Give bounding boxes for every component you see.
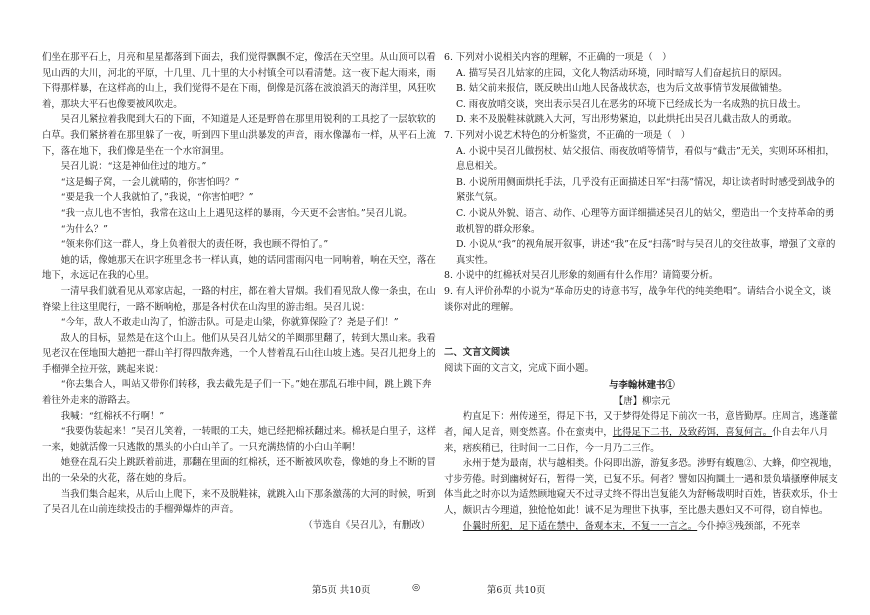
classical-paragraph: [444, 519, 840, 535]
novel-paragraph: “我一点儿也不害怕，我常在这山上上遇见这样的暴雨，今天更不会害怕。”吴召儿说。: [60, 207, 413, 219]
question-6-option: B. 姑父前来报信，既反映出山地人民备战状态，也为后文故事情节发展做铺垫。: [456, 83, 788, 95]
novel-paragraph: 敌人的目标，显然是在这个山上。他们从吴召儿姑父的羊圈那里翻了，转到大黑山来。我看见老汉在侄地围大趟把一群山羊打得四散奔逃，一个人替着乱石山往山坡上逃。吴召儿把身上的手榴弹全拉开弦，跳起来说：: [42, 332, 436, 375]
novel-paragraph: “你去集合人，叫站又带你们转移，我去截先是子们一下。”她在那乱石堆中间，跳上跳下奔着往外走来的游路去。: [42, 379, 432, 407]
underlined-sentence: 比得足下二书，及致药饵，喜复何言。: [612, 427, 773, 439]
question-6-option: D. 来不及脱鞋袜就跳入大河，写出形势紧迫，以此烘托出吴召儿截击敌人的勇敢。: [456, 114, 798, 126]
novel-paragraph: 吴召儿紧拉着我爬到大石的下面，不知道是人还是野兽在那里用锐利的工具挖了一层软软的白草。我们紧挤着在那里躲了一夜，听到四下里山洪暴发的声音，雨水像瀑布一样，从平石上流下，落在地下，我们像是坐在一个水帘洞里。: [42, 114, 436, 157]
question-6: 6. 下列对小说相关内容的理解，不正确的一项是（ ）: [444, 52, 672, 63]
underlined-sentence: 仆曩时所犯，足下适在禁中，备观本末，不复一一言之。: [462, 520, 698, 532]
question-6-options: [444, 66, 840, 128]
novel-paragraph: 我喊：“红棉袄不行啊！”: [60, 410, 165, 422]
page-number-right: 第6页 共10页: [487, 585, 546, 596]
novel-paragraph: “今年，敌人不敢走山沟了，怕游击队。可是走山梁，你就算保险了？尧是子们！”: [60, 317, 399, 329]
novel-paragraph: 她登在乱石尖上跳跃着前进，那翻在里面的红棉袄，还不断被风吹卷，像她的身上不断的冒出的一朵朵的火花，落在她的身后。: [42, 457, 436, 485]
question-7-options: [444, 144, 840, 269]
article-author: 【唐】柳宗元: [613, 395, 671, 407]
right-column-questions: [444, 50, 840, 534]
question-7-option: A. 小说中吴召儿做拐杖、姑父报信、雨夜放哨等情节，看似与“截击”无关，实则环环相扣，息息相关。: [456, 145, 835, 173]
novel-paragraph: “为什么？”: [60, 223, 108, 235]
classical-paragraph: 永州于楚为最南，状与越相类。仆闷即出游，游复多恐。涉野有蝮虺②、大蜂，仰空视地，寸步劳倦。时到幽树好石，暂得一笑，已复不乐。何者？譬如囚拘圜土一遇和景负墙搔摩伸展支体当此之时亦以为适然顾地窥天不过寻丈终不得出岂复能久为舒畅哉明时百姓，皆获欢乐，仆士人，颇识古今理道，独怆怆如此！诚不足为理世下执事，至比愚夫愚妇又不可得，窃自悼也。: [444, 458, 838, 517]
left-column-novel-excerpt: [42, 50, 440, 533]
question-7: 7. 下列对小说艺术特色的分析鉴赏，不正确的一项是（ ）: [444, 129, 691, 141]
novel-paragraph: “我要伪装起来！”吴召儿笑着，一转眼的工夫，她已经把棉袄翻过来。棉袄是白里子，这样一来，她就活像一只逃散的黑头的小白山羊了。一只充满热情的小白山羊啊！: [42, 426, 437, 453]
article-title: 与李翰林建书①: [609, 380, 675, 392]
classical-text-run: 杓直足下：州传递至，得足下书，又于梦得处得足下前次一书，意皆勤厚。庄周言，逃蓬藿者，闻人足音，则变然喜。仆在蛮夷中，: [444, 411, 838, 439]
question-7-option: B. 小说所用侧面烘托手法，几乎没有正面描述日军“扫荡”情况，却让读者时时感受到战争的紧张气氛。: [456, 176, 835, 204]
question-7-option: D. 小说从“我”的视角展开叙事，讲述“我”在反“扫荡”时与吴召儿的交往故事，增强了文章的真实性。: [456, 239, 836, 266]
question-9: 9. 有人评价孙犁的小说为“革命历史的诗意书写，战争年代的纯美绝唱”。请结合小说全文，谈谈你对此的理解。: [444, 285, 832, 313]
novel-paragraph: 一清早我们就看见从邓家店起，一路的村庄，都在着大冒烟。我们看见敌人像一条虫，在山脊梁上往这里爬行，一路不断响枪，那是各村伏在山沟里的游击组。吴召儿说：: [42, 285, 436, 313]
classical-text-run: 今仆掉③残颈部，不死幸: [697, 520, 801, 532]
novel-paragraph: “要是我一个人我就怕了，”我说，“你害怕吧？”: [60, 192, 254, 204]
classical-text-run: 仆自去年八月来，痞疾稍已，往时间一二日作，今一月乃二三作。: [444, 427, 829, 454]
classical-text: [444, 409, 840, 534]
question-7-option: C. 小说从外貌、语言、动作、心理等方面详细描述吴召儿的姑父，塑造出一个支持革命的勇敢机智的群众形象。: [456, 207, 835, 235]
excerpt-source: （节选自《吴召儿》，有删改）: [303, 519, 430, 531]
novel-paragraph: 她的话，像她那天在识字班里念书一样认真，她的话同雷雨闪电一同响着，响在天空，落在地下，永远记在我的心里。: [42, 254, 436, 282]
novel-paragraph: “领来你们这一群人，身上负着很大的责任呀，我也顾不得怕了。”: [60, 239, 329, 251]
page-number-left: 第5页 共10页: [312, 585, 371, 596]
novel-paragraph: “这是蝎子窝，一会儿就晴的，你害怕吗？”: [60, 176, 240, 188]
novel-paragraph: 吴召儿说：“这是神仙住过的地方。”: [60, 161, 207, 173]
section-instruction: 阅读下面的文言文，完成下面小题。: [444, 362, 595, 374]
question-6-option: A. 描写吴召儿姑家的庄园，文化人物活动环境，同时暗写人们奋起抗日的原因。: [456, 67, 788, 79]
center-binding-mark: ◎: [412, 582, 421, 593]
section-title: 二、文言文阅读: [444, 347, 510, 359]
question-6-option: C. 雨夜放哨交谈，突出表示吴召儿在恶劣的环境下已经成长为一名成熟的抗日战士。: [456, 98, 807, 110]
question-8: 8. 小说中的红棉袄对吴召儿形象的刻画有什么作用？请简要分析。: [444, 270, 719, 282]
novel-paragraph: 们坐在那平石上，月亮和星星都落到下面去，我们觉得飘飘不定，像活在天空里。从山顶可以看见山西的大川，河北的平原，十几里、几十里的大小村镇全可以看清楚。这一夜下起大雨来，雨下得那样暴，在这样高的山上，我们觉得不是在下雨，倒像是沉落在波浪滔天的海洋里，风狂吹着，那块大平石也像要被风吹走。: [42, 52, 436, 110]
classical-paragraph: [444, 409, 840, 456]
novel-paragraph: 当我们集合起来，从后山上爬下，来不及脱鞋袜，就跳入山下那条激荡的大河的时候，听到了吴召儿在山前连续投击的手榴弹爆炸的声音。: [42, 488, 436, 516]
